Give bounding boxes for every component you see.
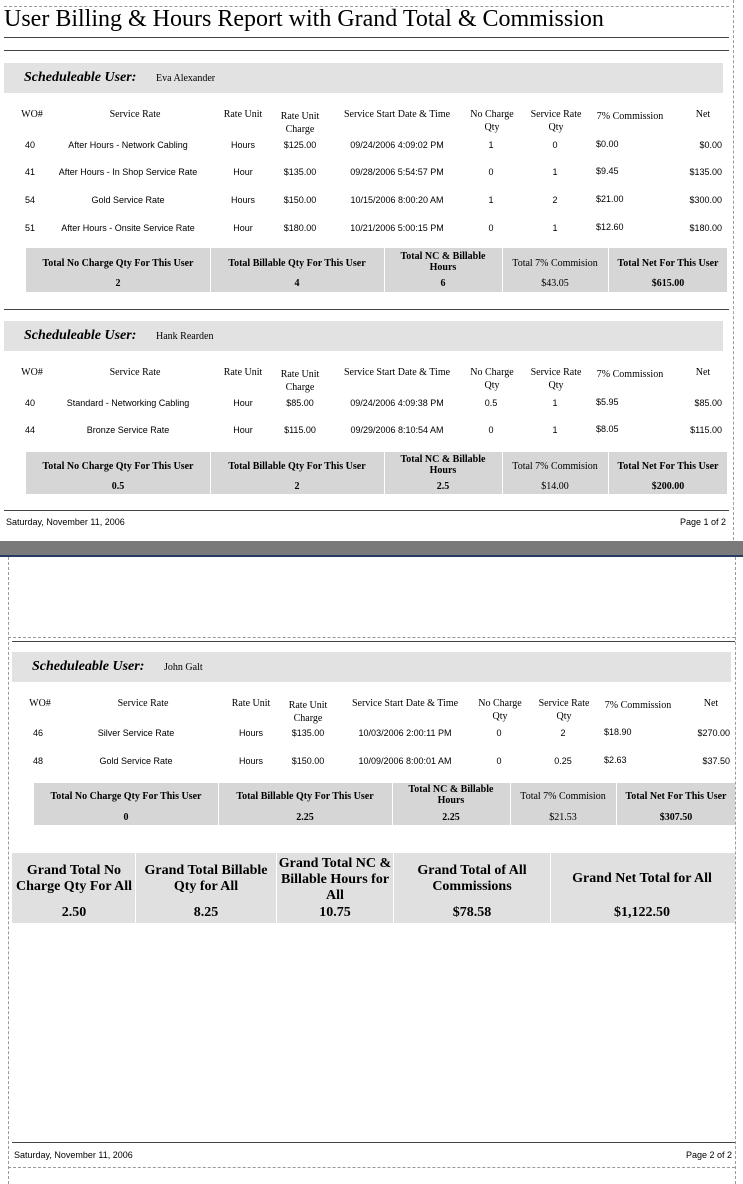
grand-total-hours-label: Grand Total NC & Billable Hours for All bbox=[278, 856, 392, 903]
user-name: John Galt bbox=[164, 662, 203, 673]
grand-total-commissions-value: $78.58 bbox=[452, 905, 492, 920]
grand-total-billable-label: Grand Total Billable Qty for All bbox=[144, 863, 268, 894]
grand-totals bbox=[12, 853, 735, 923]
report-title: User Billing & Hours Report with Grand Total & Commission bbox=[4, 6, 604, 32]
page-divider bbox=[0, 541, 743, 557]
col-no-charge-qty: No Charge Qty bbox=[470, 109, 514, 133]
user-totals: Total No Charge Qty For This User Total Billable Qty For This User Total NC & Billable Hours Total 7% Commision Total Net For This User 0 2.25 2.25 $21.53 $307.50 bbox=[34, 783, 735, 825]
grand-total-hours-value: 10.75 bbox=[319, 905, 351, 920]
grand-total-commissions-label: Grand Total of All Commissions bbox=[417, 863, 527, 894]
col-start-datetime: Service Start Date & Time bbox=[343, 109, 451, 120]
col-rate-unit: Rate Unit bbox=[223, 109, 263, 120]
grand-net-total-label: Grand Net Total for All bbox=[572, 871, 712, 886]
user-header-bar bbox=[4, 321, 723, 351]
user-name: Eva Alexander bbox=[156, 73, 216, 84]
col-wo: WO# bbox=[21, 109, 43, 120]
footer-date: Saturday, November 11, 2006 bbox=[14, 1150, 133, 1160]
col-service-rate: Service Rate bbox=[109, 109, 161, 120]
col-net: Net bbox=[695, 109, 711, 120]
scheduleable-user-label: Scheduleable User: bbox=[32, 659, 145, 674]
user-header-bar bbox=[4, 63, 723, 93]
col-rate-unit-charge: Rate Unit Charge bbox=[280, 111, 320, 135]
scheduleable-user-label: Scheduleable User: bbox=[24, 328, 137, 343]
col-commission: 7% Commission bbox=[596, 111, 664, 122]
grand-total-nc-value: 2.50 bbox=[61, 905, 87, 920]
col-service-rate-qty: Service Rate Qty bbox=[530, 109, 582, 133]
user-header-bar bbox=[12, 652, 731, 682]
scheduleable-user-label: Scheduleable User: bbox=[24, 70, 137, 85]
grand-total-nc-label: Grand Total No Charge Qty For All bbox=[15, 863, 132, 894]
grand-total-billable-value: 8.25 bbox=[193, 905, 219, 920]
user-name: Hank Rearden bbox=[156, 331, 214, 342]
footer-page-number: Page 1 of 2 bbox=[679, 517, 726, 527]
grand-net-total-value: $1,122.50 bbox=[614, 905, 670, 920]
footer-page-number: Page 2 of 2 bbox=[685, 1150, 732, 1160]
footer-date: Saturday, November 11, 2006 bbox=[6, 517, 125, 527]
user-totals: Total No Charge Qty For This User Total Billable Qty For This User Total NC & Billable Hours Total 7% Commision Total Net For This User 2 4 6 $43.05 $615.00 bbox=[26, 248, 727, 292]
user-totals: Total No Charge Qty For This User Total Billable Qty For This User Total NC & Billable Hours Total 7% Commision Total Net For This User 0.5 2 2.5 $14.00 $200.00 bbox=[26, 452, 727, 494]
